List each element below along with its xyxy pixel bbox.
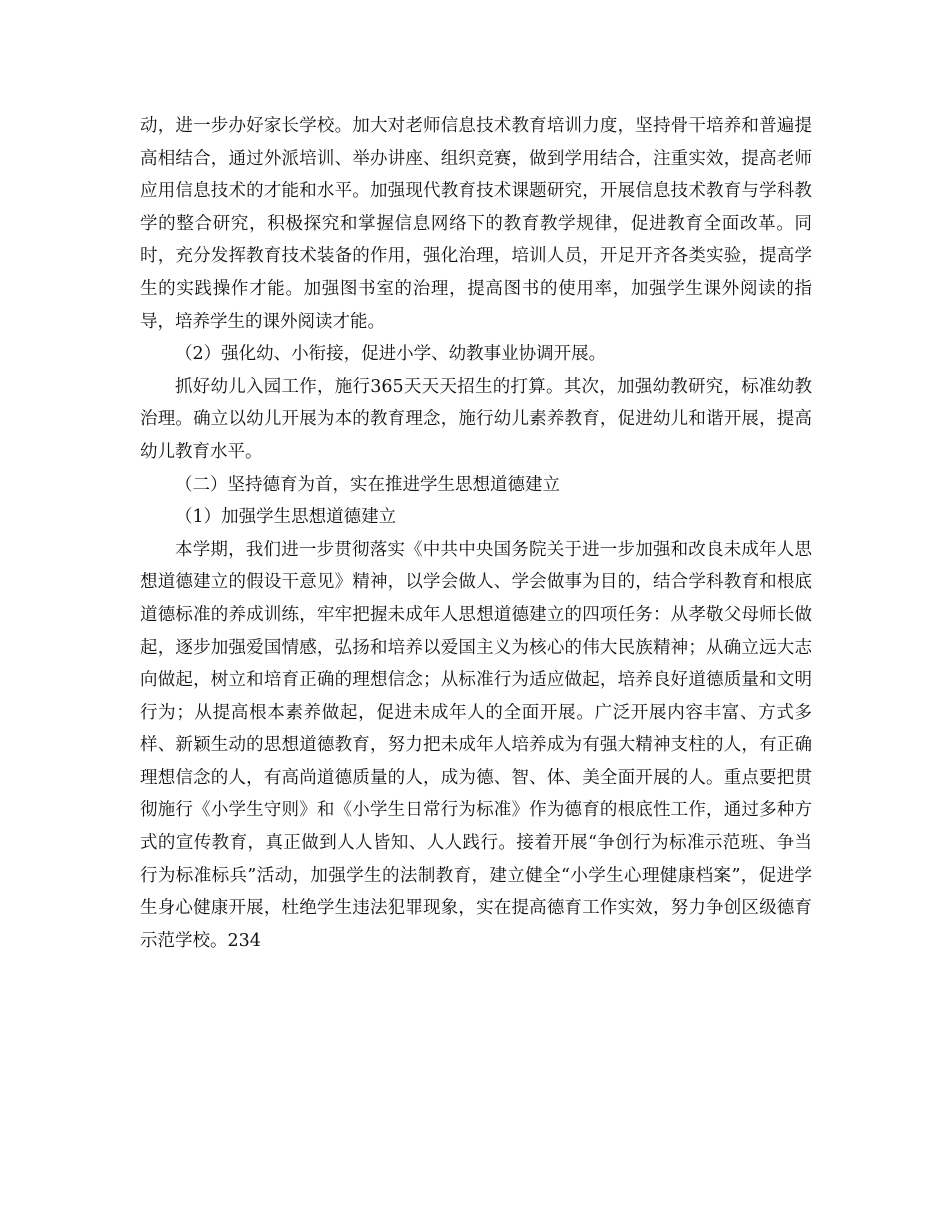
subsection-heading-moral-construction: （1）加强学生思想道德建立 xyxy=(175,507,397,528)
paragraph-continuation: 动，进一步办好家长学校。加大对老师信息技术教育培训力度，坚持骨干培养和普遍提高相结合，通过外派培训、举办讲座、组织竞赛，做到学用结合，注重实效，提高老师应用信息技术的才能和水平。加强现代教育技术课题研究，开展信息技术教育与学科教学的整合研究，积极探究和掌握信息网络下的教育教学规律，促进教育全面改革。同时，充分发挥教育技术装备的作用，强化治理，培训人员，开足开齐各类实验，提高学生的实践操作才能。加强图书室的治理，提高图书的使用率，加强学生课外阅读的指导，培养学生的课外阅读才能。 xyxy=(140,116,812,332)
document-page xyxy=(140,110,812,957)
section-heading-kindergarten-transition: （2）强化幼、小衔接，促进小学、幼教事业协调开展。 xyxy=(175,344,607,365)
paragraph-kindergarten: 抓好幼儿入园工作，施行365天天天招生的打算。其次，加强幼教研究，标准幼教治理。确立以幼儿开展为本的教育理念，施行幼儿素养教育，促进幼儿和谐开展，提高幼儿教育水平。 xyxy=(140,376,812,462)
paragraph-moral-construction: 本学期，我们进一步贯彻落实《中共中央国务院关于进一步加强和改良未成年人思想道德建立的假设干意见》精神，以学会做人、学会做事为目的，结合学科教育和根底道德标准的养成训练，牢牢把握未成年人思想道德建立的四项任务：从孝敬父母师长做起，逐步加强爱国情感，弘扬和培养以爱国主义为核心的伟大民族精神；从确立远大志向做起，树立和培育正确的理想信念；从标准行为适应做起，培养良好道德质量和文明行为；从提高根本素养做起，促进未成年人的全面开展。广泛开展内容丰富、方式多样、新颖生动的思想道德教育，努力把未成年人培养成为有强大精神支柱的人，有正确理想信念的人，有高尚道德质量的人，成为德、智、体、美全面开展的人。重点要把贯彻施行《小学生守则》和《小学生日常行为标准》作为德育的根底性工作，通过多种方式的宣传教育，真正做到人人皆知、人人践行。接着开展“争创行为标准示范班、争当行为标准标兵”活动，加强学生的法制教育，建立健全“小学生心理健康档案”，促进学生身心健康开展，杜绝学生违法犯罪现象，实在提高德育工作实效，努力争创区级德育示范学校。234 xyxy=(140,539,812,951)
section-heading-moral-education: （二）坚持德育为首，实在推进学生思想道德建立 xyxy=(175,474,560,495)
